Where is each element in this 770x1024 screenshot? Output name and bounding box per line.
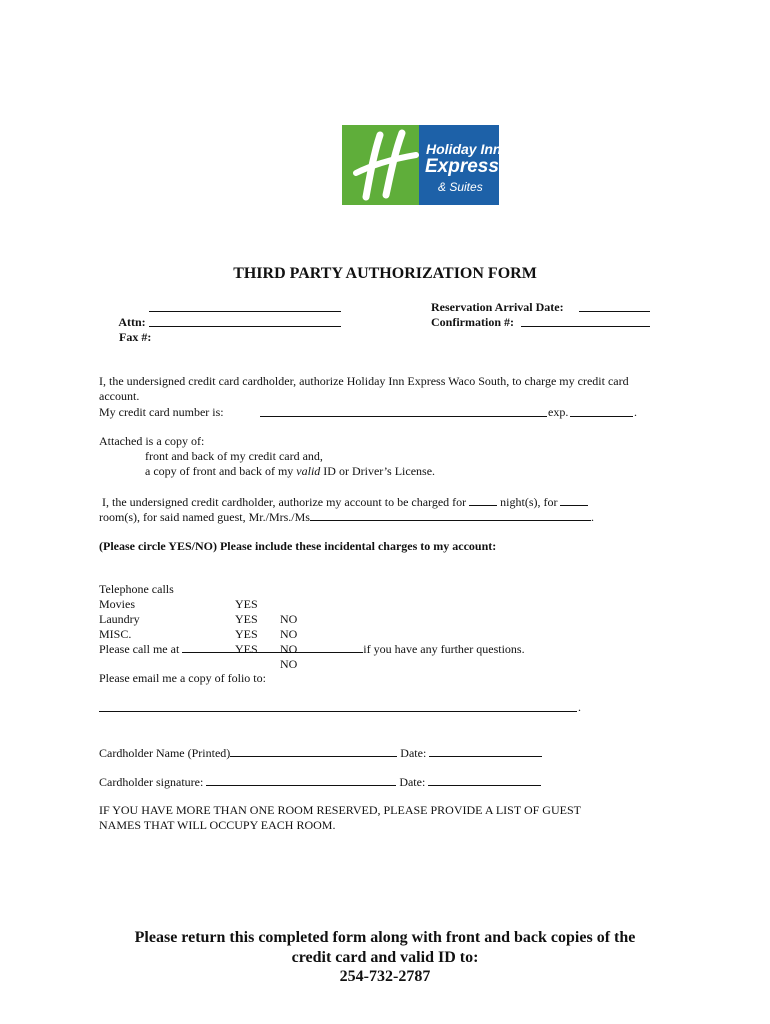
email-field[interactable] (99, 700, 577, 712)
attached-item-2-emphasis: valid (296, 464, 321, 478)
call-label: Please call me at (99, 642, 180, 656)
charge-yes-option[interactable]: YES (235, 642, 258, 656)
return-instruction-line2: credit card and valid ID to: (291, 949, 479, 966)
charge-yes-option[interactable]: YES (235, 627, 258, 641)
charge-item: Telephone calls (99, 582, 174, 596)
nights-text-a: I, the undersigned credit cardholder, authorize my account to be charged for (99, 495, 470, 509)
fax-row (113, 315, 151, 345)
logo-text-line2: Express (425, 156, 499, 177)
exp-period: . (634, 405, 637, 419)
call-row (99, 641, 525, 657)
attn-field[interactable] (149, 300, 341, 312)
charge-no-option[interactable]: NO (280, 612, 298, 626)
card-number-field[interactable] (260, 405, 547, 417)
multi-room-notice-line2: NAMES THAT WILL OCCUPY EACH ROOM. (99, 818, 336, 832)
logo-green-panel (342, 125, 419, 205)
return-fax-number: 254-732-2787 (339, 968, 431, 985)
exp-field[interactable] (570, 405, 633, 417)
name-date-field[interactable] (429, 745, 542, 757)
return-instruction-line1: Please return this completed form along with front and back copies of the (134, 929, 636, 946)
confirmation-label: Confirmation #: (431, 315, 514, 329)
guest-name-field[interactable] (310, 509, 591, 521)
signature-date-label: Date: (399, 775, 426, 789)
nights-field[interactable] (469, 494, 497, 506)
fax-field[interactable] (149, 315, 341, 327)
multi-room-notice-line1: IF YOU HAVE MORE THAN ONE ROOM RESERVED, PLEASE PROVIDE A LIST OF GUEST (99, 803, 581, 817)
attached-item-2-pre: a copy of front and back of my (145, 464, 297, 478)
form-title: THIRD PARTY AUTHORIZATION FORM (233, 265, 537, 282)
email-label: Please email me a copy of folio to: (99, 671, 266, 685)
card-number-label: My credit card number is: (99, 405, 224, 419)
email-period: . (578, 700, 581, 714)
name-date-label: Date: (400, 746, 427, 760)
charge-item: MISC. (99, 627, 132, 641)
cardholder-name-label: Cardholder Name (Printed) (99, 746, 231, 760)
charge-no-option[interactable]: NO (280, 642, 298, 656)
phone-field[interactable] (182, 641, 363, 653)
logo-h-mark-icon (342, 125, 419, 205)
signature-row (99, 774, 541, 790)
exp-label: exp. (548, 405, 569, 419)
arrival-date-field[interactable] (579, 300, 650, 312)
logo-text-line1: Holiday Inn (426, 141, 502, 157)
signature-label: Cardholder signature: (99, 775, 204, 789)
attn-label: Attn: (118, 315, 146, 329)
charge-item: Laundry (99, 612, 140, 626)
signature-field[interactable] (206, 774, 396, 786)
cardholder-name-field[interactable] (230, 745, 397, 757)
attached-item-2 (145, 464, 435, 479)
nights-line-1 (99, 494, 588, 510)
confirmation-field[interactable] (521, 315, 650, 327)
attached-item-1: front and back of my credit card and, (145, 449, 323, 463)
charge-no-option[interactable]: NO (280, 627, 298, 641)
intro-line1: I, the undersigned credit card cardholder, authorize Holiday Inn Express Waco South, to charge my credit card (99, 374, 629, 388)
logo-text-line3: & Suites (438, 180, 483, 194)
attached-item-2-post: ID or Driver’s License. (320, 464, 436, 478)
fax-label: Fax #: (119, 330, 152, 344)
guest-name-period: . (590, 510, 594, 524)
charge-no-option[interactable]: NO (280, 657, 298, 671)
incidental-heading: (Please circle YES/NO) Please include these incidental charges to my account: (99, 539, 497, 553)
intro-line2: account. (99, 389, 140, 403)
charge-yes-option[interactable]: YES (235, 597, 258, 611)
signature-date-field[interactable] (428, 774, 541, 786)
cardholder-name-row (99, 745, 542, 761)
call-suffix: if you have any further questions. (363, 642, 525, 656)
charge-item: Movies (99, 597, 135, 611)
nights-text-b: night(s), for (497, 495, 561, 509)
arrival-date-label: Reservation Arrival Date: (431, 300, 564, 314)
guest-name-label: room(s), for said named guest, Mr./Mrs./Ms (99, 510, 310, 524)
rooms-field[interactable] (560, 494, 588, 506)
attached-label: Attached is a copy of: (99, 434, 205, 448)
charge-yes-option[interactable]: YES (235, 612, 258, 626)
nights-line-2 (99, 509, 594, 525)
